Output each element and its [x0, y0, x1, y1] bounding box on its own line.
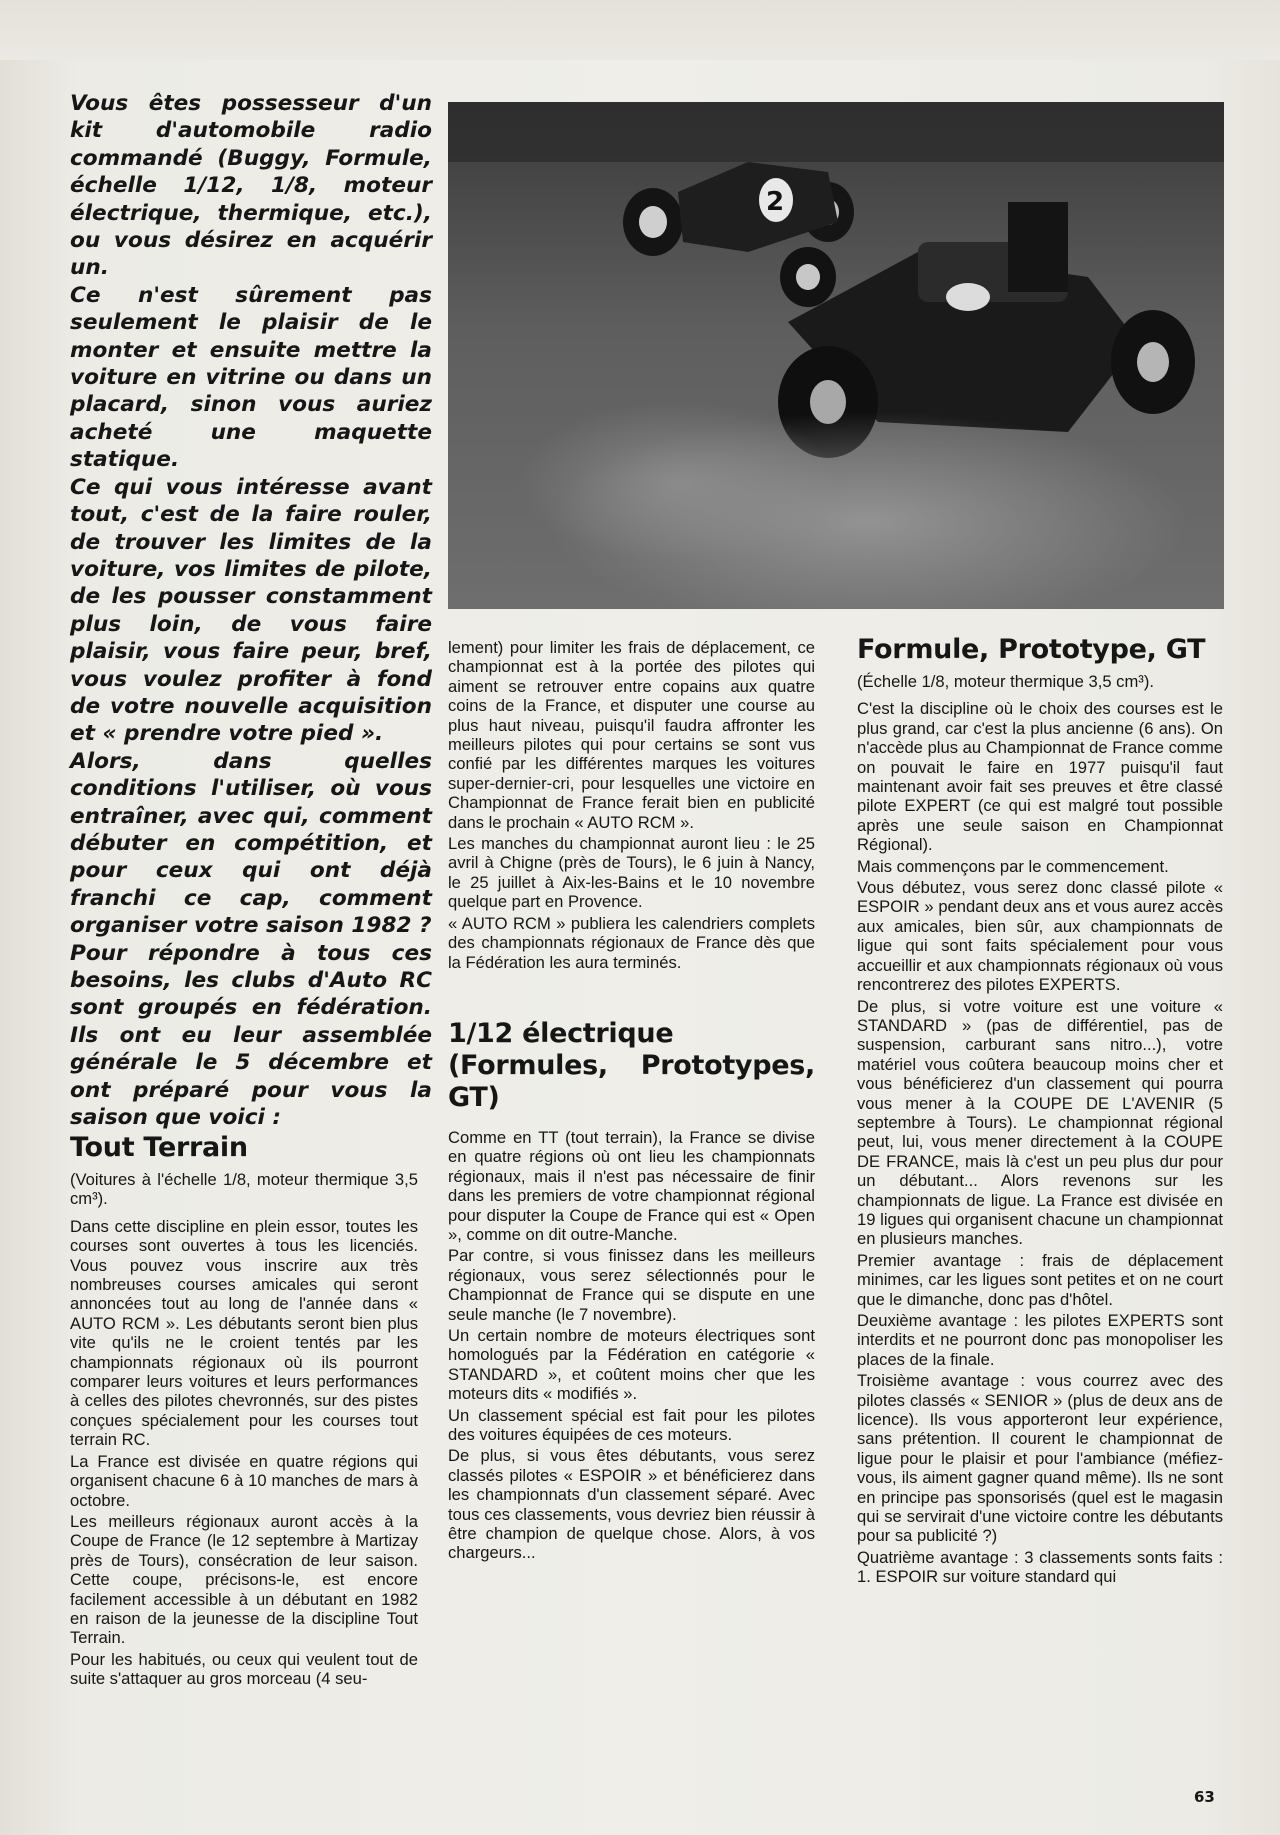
tout-terrain-section [70, 1132, 418, 1691]
paragraph: lement) pour limiter les frais de déplacement, ce championnat est à la portée des pilotes qui aiment se retrouver entre copains aux quatre coins de la France, et disputer une course au plus haut niveau, puisqu'il faudra affronter les meilleurs pilotes qui pour certains se sont vus confié par les différentes marques les voitures super-dernier-cri, pour lesquelles une victoire en Championnat de France ferait bien en publicité dans le prochain « AUTO RCM ». [448, 638, 815, 832]
paragraph: De plus, si vous êtes débutants, vous serez classés pilotes « ESPOIR » et bénéficierez dans les championnats d'un classement séparé. Avec tous ces classements, vous devriez bien réussir à être champion de quelque chose. Alors, à vos chargeurs... [448, 1446, 815, 1563]
intro-text [70, 90, 432, 1131]
paragraph: Vous débutez, vous serez donc classé pilote « ESPOIR » pendant deux ans et vous aurez accès aux amicales, bien sûr, aux championnats de ligue qui sont faits spécialement pour vous accueillir et aux championnats régionaux où vous rencontrerez des pilotes EXPERTS. [857, 878, 1223, 995]
intro-paragraph: Ce qui vous intéresse avant tout, c'est de la faire rouler, de trouver les limites de la voiture, vos limites de pilote, de les pousser constamment plus loin, de vous faire plaisir, vous faire peur, bref, vous voulez profiter à fond de votre nouvelle acquisition et « prendre votre pied ». [70, 474, 432, 747]
paragraph: Les meilleurs régionaux auront accès à la Coupe de France (le 12 septembre à Martizay près de Tours), consécration de leur saison. Cette coupe, précisons-le, est encore facilement accessible à un débutant en 1982 en raison de la jeunesse de la discipline Tout Terrain. [70, 1511, 418, 1648]
race-cars-illustration [448, 102, 1224, 609]
paragraph: Premier avantage : frais de déplacement minimes, car les ligues sont petites et on ne court que le dimanche, donc pas d'hôtel. [857, 1250, 1223, 1309]
intro-paragraph: Alors, dans quelles conditions l'utiliser, où vous entraîner, avec qui, comment débuter en compétition, et pour ceux qui ont déjà franchi ce cap, comment organiser votre saison 1982 ? [70, 748, 432, 939]
paragraph: Troisième avantage : vous courrez avec des pilotes classés « SENIOR » (plus de deux ans de licence). Ils vous apporteront leur expérience, sans prétention. Il courent le championnat de ligue pour le plaisir et pour l'ambiance (méfiez-vous, ils aiment gagner quand même). Ils ne sont en principe pas sponsorisés (quel est le magasin qui se servirait d'une victoire contre les débutants pour sa publicité ?) [857, 1371, 1223, 1546]
paragraph: Les manches du championnat auront lieu : le 25 avril à Chigne (près de Tours), le 6 juin à Nancy, le 25 juillet à Aix-les-Bains et le 10 novembre quelque part en Provence. [448, 834, 815, 912]
paragraph: Un certain nombre de moteurs électriques sont homologués par la Fédération en catégorie « STANDARD », et coûtent moins cher que les moteurs dits « modifiés ». [448, 1325, 815, 1404]
paragraph: Pour les habitués, ou ceux qui veulent tout de suite s'attaquer au gros morceau (4 seu- [70, 1649, 418, 1689]
section-subtitle: (Échelle 1/8, moteur thermique 3,5 cm³). [857, 672, 1154, 691]
intro-paragraph: Ce n'est sûrement pas seulement le plaisir de le monter et ensuite mettre la voiture en vitrine ou dans un placard, sinon vous auriez acheté une maquette statique. [70, 282, 432, 473]
section-subtitle: (Voitures à l'échelle 1/8, moteur thermique 3,5 cm³). [70, 1170, 418, 1209]
paragraph: Par contre, si vous finissez dans les meilleurs régionaux, vous serez sélectionnés pour le Championnat de France qui se dispute en une seule manche (le 7 novembre). [448, 1246, 815, 1324]
paragraph: Comme en TT (tout terrain), la France se divise en quatre régions où ont lieu les championnats régionaux, mais il n'est pas nécessaire de finir dans les premiers de votre championnat régional pour disputer la Coupe de France qui est « Open », comme on dit outre-Manche. [448, 1127, 815, 1244]
heading-line: 1/12 électrique [448, 1017, 674, 1049]
paragraph: La France est divisée en quatre régions qui organisent chacune 6 à 10 manches de mars à octobre. [70, 1451, 418, 1510]
page-top-edge [0, 0, 1280, 60]
race-photo [448, 102, 1224, 609]
paragraph: De plus, si votre voiture est une voiture « STANDARD » (pas de différentiel, pas de suspension, carburant sans nitro...), votre matériel vous coûtera beaucoup moins cher et vous bénéficierez d'un classement qui pourra vous mener à la COUPE DE L'AVENIR (5 septembre à Tours). Le championnat régional peut, lui, vous mener directement à la COUPE DE FRANCE, mais là c'est un peu plus dur pour un débutant... Alors revenons sur les championnats de ligue. La France est divisée en 19 ligues qui organisent chacune un championnat en plusieurs manches. [857, 996, 1223, 1249]
paragraph: « AUTO RCM » publiera les calendriers complets des championnats régionaux de France dès que la Fédération les aura terminés. [448, 913, 815, 972]
middle-column [448, 638, 815, 1565]
section-heading [448, 1018, 815, 1114]
paragraph: Dans cette discipline en plein essor, toutes les courses sont ouvertes à tous les licenciés. Vous pouvez vous inscrire aux très nombreuses courses amicales qui seront annoncées tout au long de l'année dans « AUTO RCM ». Les débutants seront bien plus vite qu'ils ne le croient tentés par les championnats régionaux où ils pourront comparer leurs voitures et leurs performances à celles des pilotes chevronnés, sur des pistes conçues spécialement pour les courses tout terrain RC. [70, 1216, 418, 1450]
paragraph: Deuxième avantage : les pilotes EXPERTS sont interdits et ne pourront donc pas monopoliser les places de la finale. [857, 1311, 1223, 1369]
paragraph: Mais commençons par le commencement. [857, 856, 1169, 876]
formule-section [857, 634, 1223, 1589]
car-number: 2 [766, 187, 785, 217]
paragraph: Quatrième avantage : 3 classements sonts faits : 1. ESPOIR sur voiture standard qui [857, 1547, 1223, 1587]
paragraph: Un classement spécial est fait pour les pilotes des voitures équipées de ces moteurs. [448, 1405, 815, 1444]
intro-paragraph: Vous êtes possesseur d'un kit d'automobile radio commandé (Buggy, Formule, échelle 1/12, 1/8, moteur électrique, thermique, etc.), ou vous désirez en acquérir un. [70, 91, 432, 281]
intro-paragraph: Pour répondre à tous ces besoins, les clubs d'Auto RC sont groupés en fédération. Ils ont eu leur assemblée générale le 5 décembre et ont préparé pour vous la saison que voici : [70, 940, 432, 1131]
section-heading: Tout Terrain [70, 1132, 248, 1163]
paragraph: C'est la discipline où le choix des courses est le plus grand, car c'est la plus ancienne (6 ans). On n'accède plus au Championnat de France comme on pouvait le faire en 1977 puisqu'il faut maintenant avoir fait ses preuves et être classé pilote EXPERT (ce qui est malgré tout possible après une seule saison en Championnat Régional). [857, 699, 1223, 855]
heading-line: (Formules, Prototypes, GT) [448, 1049, 815, 1113]
section-heading: Formule, Prototype, GT [857, 634, 1206, 665]
page-number: 63 [1194, 1788, 1215, 1806]
